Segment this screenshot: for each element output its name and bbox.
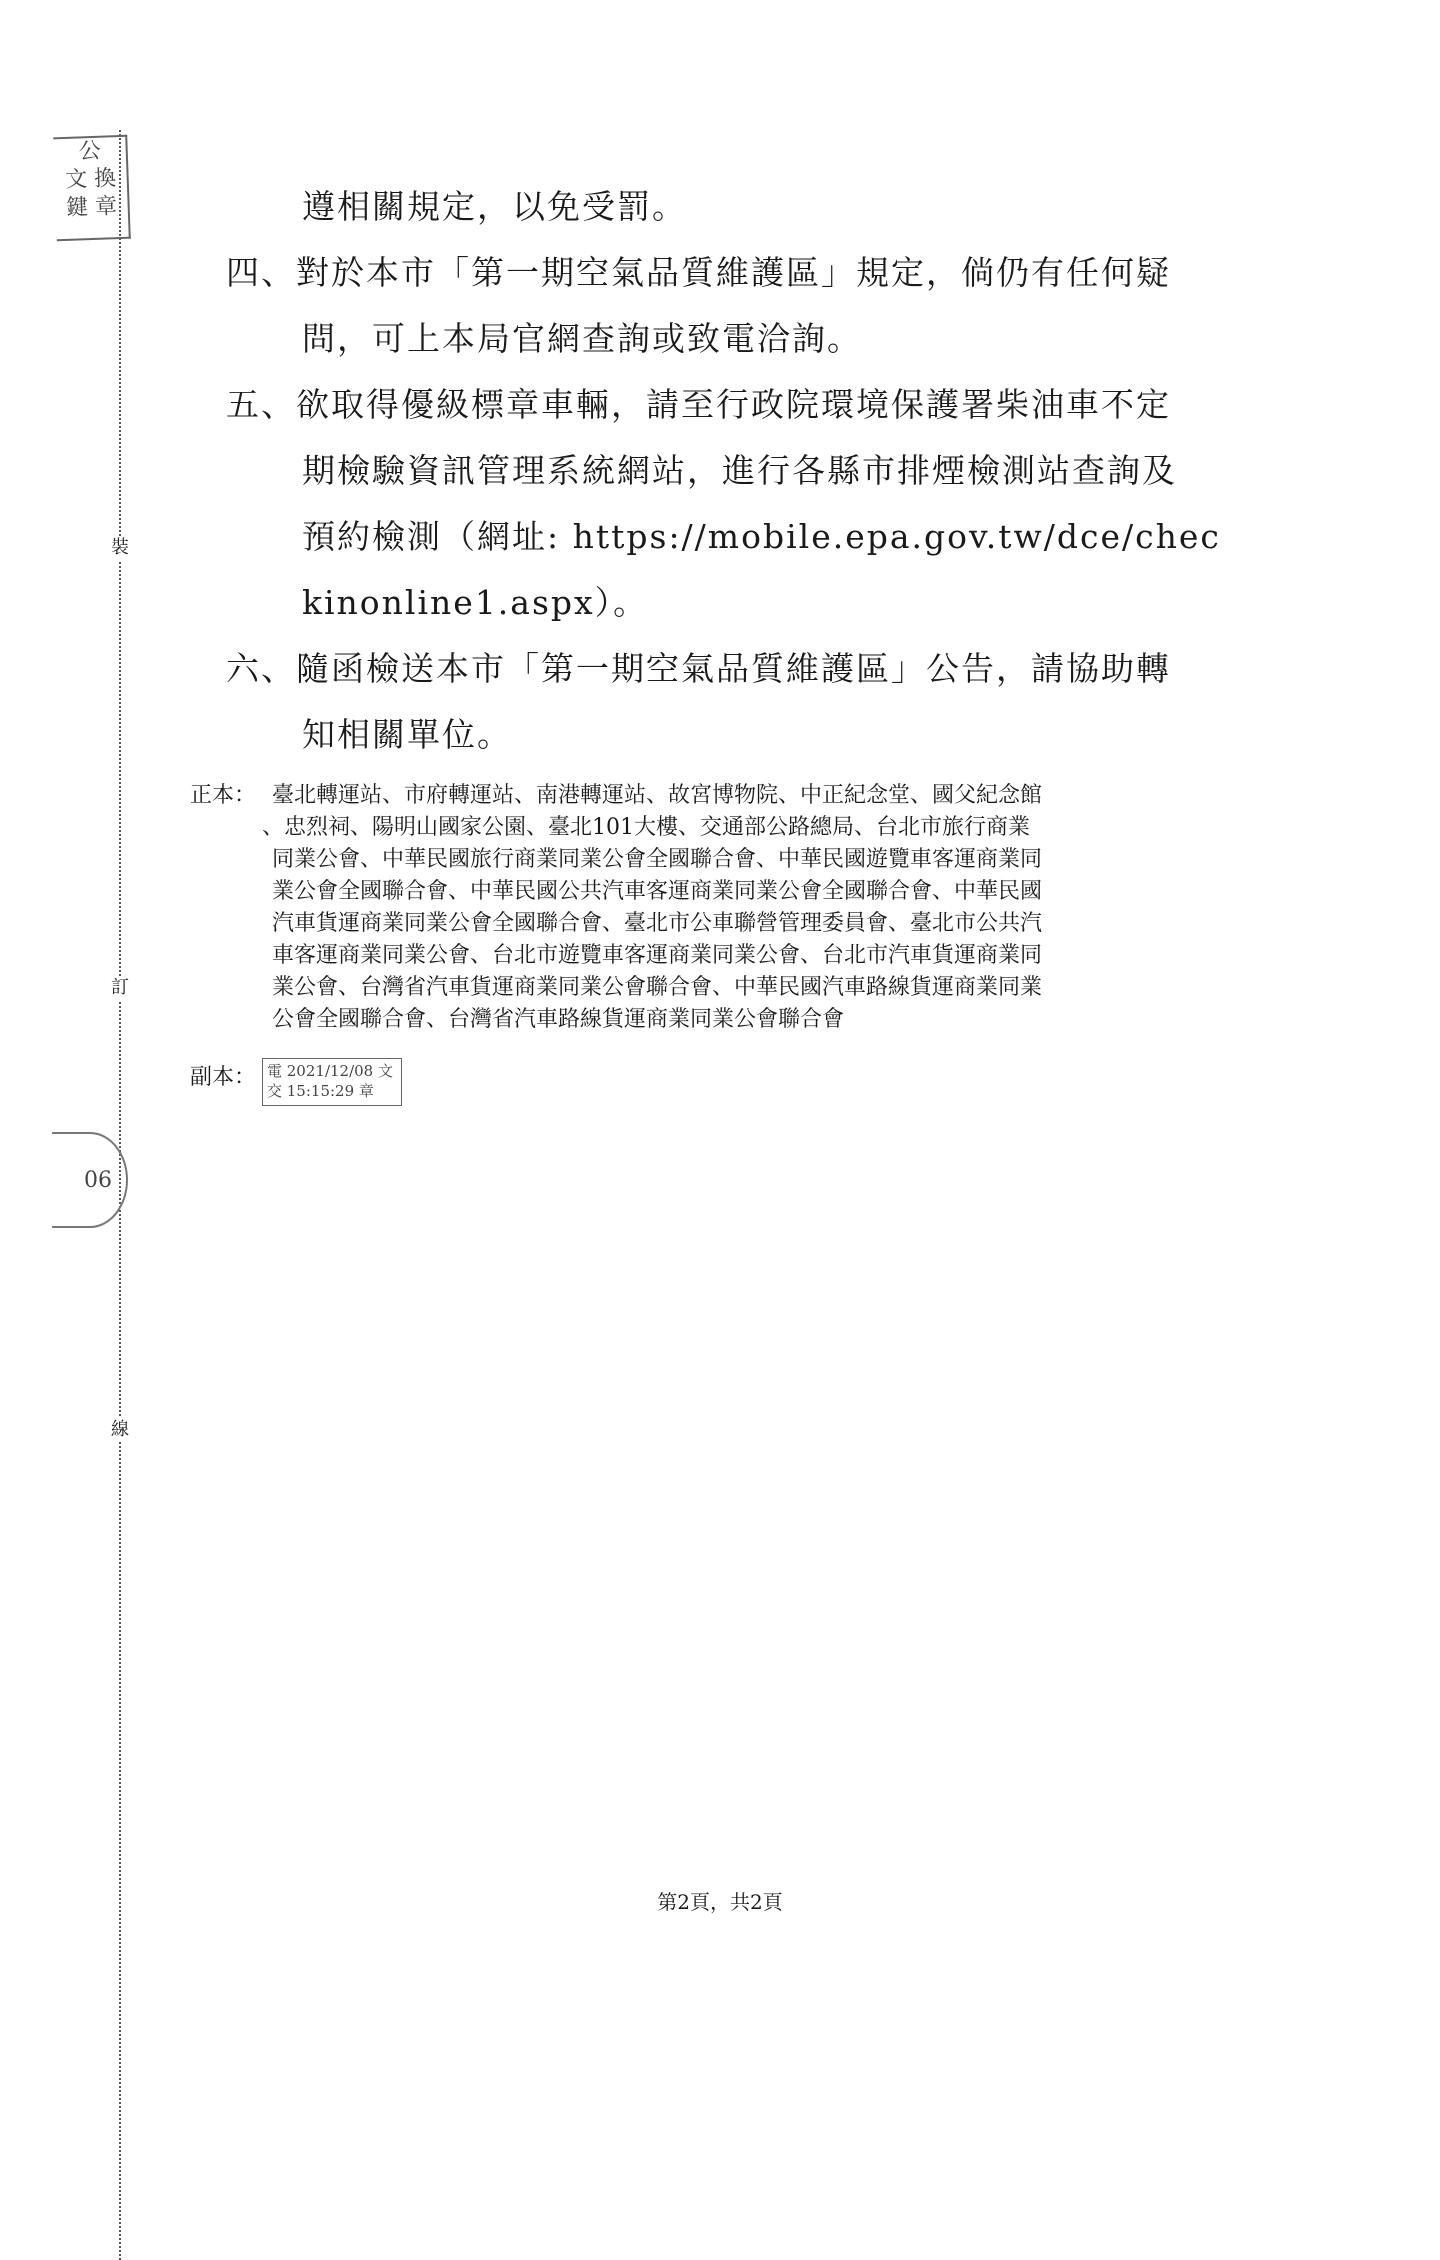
- distribution-line: 臺北轉運站、市府轉運站、南港轉運站、故宮博物院、中正紀念堂、國父紀念館: [272, 783, 1043, 808]
- electronic-exchange-seal: [262, 1058, 402, 1106]
- binding-label-ding: 訂: [108, 976, 132, 1000]
- body-line-url: kinonline1.aspx）。: [302, 583, 649, 622]
- body-line: 知相關單位。: [302, 715, 512, 754]
- side-stamp-text: 06: [84, 1167, 112, 1193]
- distribution-copy-label: 副本：: [190, 1065, 257, 1090]
- body-line-url: 預約檢測（網址: https://mobile.epa.gov.tw/dce/chec: [302, 517, 1221, 556]
- body-item-4: 四、對於本市「第一期空氣品質維護區」規定，倘仍有任何疑: [226, 253, 1171, 292]
- distribution-line: 車客運商業同業公會、台北市遊覽車客運商業同業公會、台北市汽車貨運商業同: [272, 943, 1043, 968]
- distribution-line: 、忠烈祠、陽明山國家公園、臺北101大樓、交通部公路總局、台北市旅行商業: [262, 815, 1030, 840]
- body-line: 問，可上本局官網查詢或致電洽詢。: [302, 319, 862, 358]
- binding-label-xian: 線: [108, 1418, 132, 1442]
- stamp-line: 公: [78, 138, 102, 165]
- binding-label-zhuang: 裝: [108, 536, 132, 560]
- distribution-line: 公會全國聯合會、台灣省汽車路線貨運商業同業公會聯合會: [272, 1007, 845, 1032]
- seal-line: 電 2021/12/08 文: [267, 1062, 393, 1080]
- distribution-line: 同業公會、中華民國旅行商業同業公會全國聯合會、中華民國遊覽車客運商業同: [272, 847, 1043, 872]
- page-number: 第2頁，共2頁: [657, 1890, 783, 1914]
- distribution-main-label: 正本：: [190, 783, 257, 808]
- distribution-line: 業公會全國聯合會、中華民國公共汽車客運商業同業公會全國聯合會、中華民國: [272, 879, 1043, 904]
- body-item-5: 五、欲取得優級標章車輛，請至行政院環境保護署柴油車不定: [226, 385, 1171, 424]
- body-item-6: 六、隨函檢送本市「第一期空氣品質維護區」公告，請協助轉: [226, 649, 1171, 688]
- stamp-line: 文 換: [64, 166, 117, 193]
- seal-line: 交 15:15:29 章: [267, 1082, 374, 1100]
- distribution-line: 業公會、台灣省汽車貨運商業同業公會聯合會、中華民國汽車路線貨運商業同業: [272, 975, 1043, 1000]
- stamp-line: 鍵 章: [65, 194, 118, 221]
- body-line: 期檢驗資訊管理系統網站，進行各縣市排煙檢測站查詢及: [302, 451, 1177, 490]
- side-seal-stamp: [52, 1132, 128, 1228]
- body-line: 遵相關規定，以免受罰。: [302, 187, 687, 226]
- exchange-seal-stamp: [53, 135, 131, 242]
- distribution-line: 汽車貨運商業同業公會全國聯合會、臺北市公車聯營管理委員會、臺北市公共汽: [272, 911, 1043, 936]
